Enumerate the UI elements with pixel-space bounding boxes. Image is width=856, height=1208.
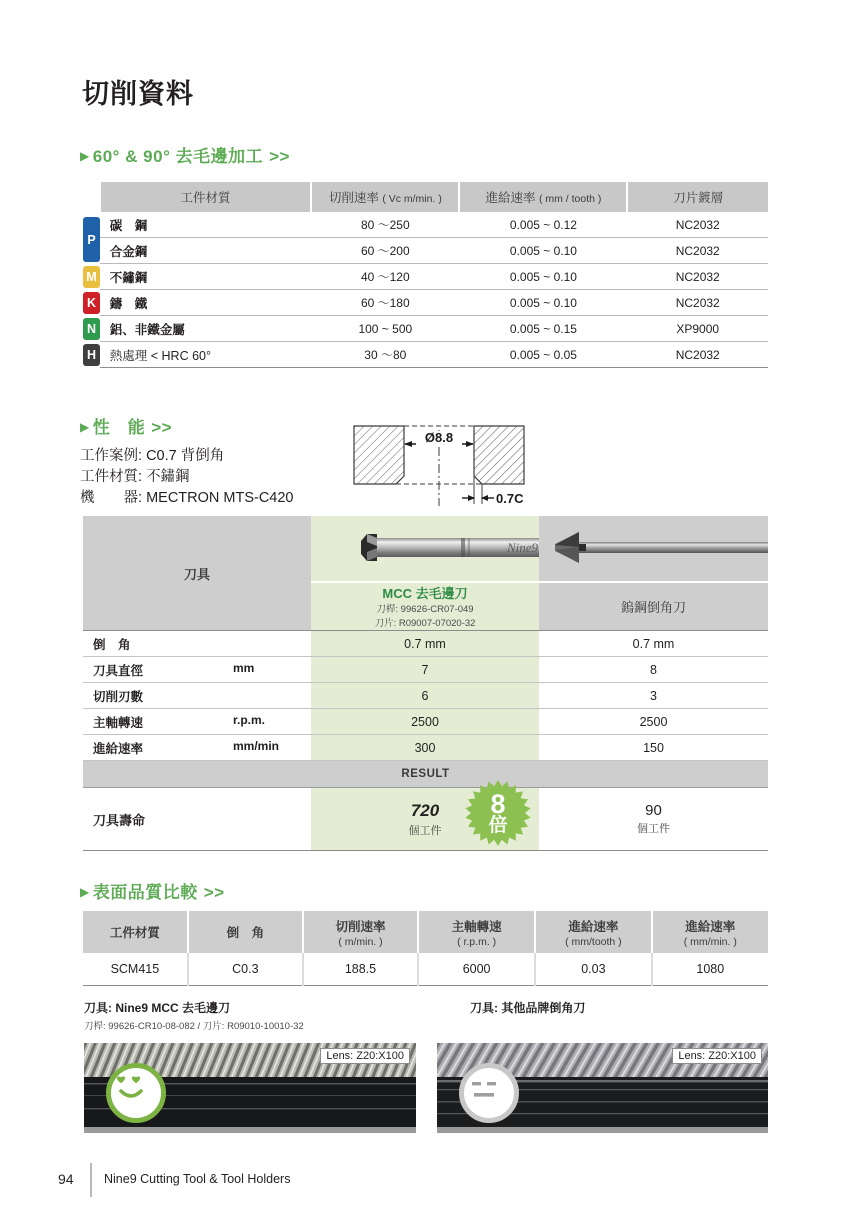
- lens-label: Lens: Z20:X100: [320, 1048, 410, 1064]
- tool-comparison-table: [83, 516, 768, 851]
- section-heading-performance-text: 性 能: [92, 418, 146, 437]
- cell-chamfer: C0.3: [188, 953, 303, 986]
- column-header-feed-per-minute: 進給速率 ( mm/min. ): [652, 911, 768, 953]
- cell-mcc-flute-count: 6: [311, 683, 539, 709]
- info-line-machine: 機 器: MECTRON MTS-C420: [80, 490, 294, 506]
- iso-chip-m: M: [83, 266, 100, 288]
- iso-chip-k: K: [83, 292, 100, 314]
- iso-chip-n-cell: [83, 316, 100, 342]
- mcc-tool-life-unit: 個工件: [408, 824, 442, 837]
- cell-material: 碳 鋼: [100, 212, 311, 238]
- competitor-tool-photo: [539, 516, 768, 582]
- section-heading-surface-text: 表面品質比較: [92, 883, 198, 902]
- drawing-diameter-label: Ø8.8: [424, 430, 454, 445]
- cell-material: SCM415: [83, 953, 188, 986]
- cell-cutting-speed: 60 ～180: [311, 290, 459, 316]
- iso-chip-h: H: [83, 344, 100, 366]
- cell-coating: NC2032: [627, 264, 768, 290]
- table-row: [83, 709, 768, 735]
- cell-coating: NC2032: [627, 342, 768, 368]
- surface-photo-nine9: [84, 1043, 416, 1133]
- cell-material: 鋁、非鐵金屬: [100, 316, 311, 342]
- cell-feed-rate: 0.005 ~ 0.10: [459, 238, 627, 264]
- cell-feed-rate: 0.005 ~ 0.10: [459, 290, 627, 316]
- info-line-material: 工件材質: 不鏽鋼: [80, 469, 190, 485]
- competitor-tool-name-cell: [539, 582, 768, 631]
- mcc-holder-part: 刀桿: 99626-CR07-049: [376, 604, 474, 615]
- right-photo-caption: [470, 999, 585, 1016]
- page-number: 94: [58, 1171, 74, 1187]
- page-title: 切削資料: [82, 79, 194, 109]
- cell-cutting-speed: 40 ～120: [311, 264, 459, 290]
- iso-chip-p: P: [83, 217, 100, 262]
- table-row: [83, 212, 768, 238]
- cell-cutting-speed: 80 ～250: [311, 212, 459, 238]
- cell-material: 不鏽鋼: [100, 264, 311, 290]
- cell-spindle-speed: 6000: [418, 953, 535, 986]
- mcc-tool-life-value: 720: [410, 800, 440, 820]
- cell-cutting-speed: 30 ～80: [311, 342, 459, 368]
- left-photo-tool-name: 刀具: Nine9 MCC 去毛邊刀: [84, 1001, 231, 1015]
- section-heading-surface: [80, 878, 225, 903]
- cell-other-feed-rate: 150: [539, 735, 768, 761]
- iso-chip-k-cell: [83, 290, 100, 316]
- chamfer-cross-section-drawing: [348, 408, 538, 514]
- table-header-row: [83, 911, 768, 953]
- column-header-cutting-speed: 切削速率 ( Vc m/min. ): [311, 182, 459, 212]
- column-header-material: 工件材質: [83, 911, 188, 953]
- table-row: [83, 953, 768, 986]
- row-label-feed-rate: 進給速率 mm/min: [83, 735, 311, 761]
- section-heading-deburring-text: 60° & 90° 去毛邊加工: [92, 147, 264, 166]
- row-label-flute-count: 切削刃數: [83, 683, 311, 709]
- drawing-chamfer-label: 0.7C: [496, 491, 524, 506]
- iso-color-header: [83, 182, 100, 212]
- cell-mcc-feed-rate: 300: [311, 735, 539, 761]
- cell-material: 合金鋼: [100, 238, 311, 264]
- triangle-bullet-icon: ▶: [80, 149, 90, 163]
- table-row: [83, 683, 768, 709]
- section-heading-surface-arrows: >>: [203, 883, 225, 902]
- other-tool-life-value: 90: [645, 802, 662, 819]
- table-row: [83, 290, 768, 316]
- cell-feed-rate: 0.005 ~ 0.12: [459, 212, 627, 238]
- cell-feed-rate: 0.005 ~ 0.05: [459, 342, 627, 368]
- performance-info-block: [80, 446, 294, 509]
- mcc-tool-name: MCC 去毛邊刀: [382, 586, 468, 601]
- page-footer: [48, 1163, 808, 1197]
- left-photo-caption: [84, 999, 304, 1032]
- row-label-spindle-speed: 主軸轉速 r.p.m.: [83, 709, 311, 735]
- cell-mcc-chamfer: 0.7 mm: [311, 631, 539, 657]
- section-heading-deburring-arrows: >>: [269, 147, 290, 166]
- row-label-chamfer: 倒 角: [83, 631, 311, 657]
- cell-coating: NC2032: [627, 238, 768, 264]
- column-header-chamfer: 倒 角: [188, 911, 303, 953]
- photo-base-strip: [84, 1127, 416, 1133]
- cell-feed-per-minute: 1080: [652, 953, 768, 986]
- column-header-spindle-speed: 主軸轉速 ( r.p.m. ): [418, 911, 535, 953]
- cell-coating: NC2032: [627, 212, 768, 238]
- cell-mcc-spindle-speed: 2500: [311, 709, 539, 735]
- footer-divider: [90, 1163, 92, 1197]
- table-row: [83, 735, 768, 761]
- row-label-tool-diameter: 刀具直徑 mm: [83, 657, 311, 683]
- result-bar-row: [83, 761, 768, 788]
- column-header-cutting-speed: 切削速率 ( m/min. ): [303, 911, 418, 953]
- iso-chip-m-cell: [83, 264, 100, 290]
- column-header-feed-rate: 進給速率 ( mm / tooth ): [459, 182, 627, 212]
- cutting-data-table: [83, 182, 768, 368]
- footer-title: Nine9 Cutting Tool & Tool Holders: [104, 1172, 291, 1186]
- neutral-face-icon: [459, 1063, 519, 1123]
- smiley-face-icon: [106, 1063, 166, 1123]
- mcc-tool-name-cell: [311, 582, 539, 631]
- svg-text:Nine9: Nine9: [507, 540, 539, 555]
- column-header-coating: 刀片鍍層: [627, 182, 768, 212]
- surface-photo-competitor: [437, 1043, 768, 1133]
- tool-row-label: 刀具: [83, 516, 311, 631]
- table-row: [83, 316, 768, 342]
- cell-feed-rate: 0.005 ~ 0.15: [459, 316, 627, 342]
- other-tool-life-unit: 個工件: [637, 823, 670, 835]
- cell-mcc-tool-diameter: 7: [311, 657, 539, 683]
- table-row: [83, 657, 768, 683]
- cell-other-chamfer: 0.7 mm: [539, 631, 768, 657]
- row-label-tool-life: 刀具壽命: [83, 788, 311, 851]
- cell-feed-per-tooth: 0.03: [535, 953, 651, 986]
- iso-chip-p-cell: [83, 212, 100, 264]
- cell-material: 鑄 鐵: [100, 290, 311, 316]
- cell-other-flute-count: 3: [539, 683, 768, 709]
- competitor-tool-name: 鎢鋼倒角刀: [620, 600, 686, 615]
- iso-chip-n: N: [83, 318, 100, 340]
- cell-cutting-speed: 100 ~ 500: [311, 316, 459, 342]
- section-heading-deburring: [80, 142, 290, 167]
- table-row: [83, 631, 768, 657]
- section-heading-performance: [80, 413, 172, 438]
- cell-coating: NC2032: [627, 290, 768, 316]
- triangle-bullet-icon: ▶: [80, 420, 90, 434]
- tool-image-row: [83, 516, 768, 582]
- mcc-tool-photo: [311, 516, 539, 582]
- section-heading-performance-arrows: >>: [151, 418, 173, 437]
- table-header-row: [83, 182, 768, 212]
- table-row: [83, 342, 768, 368]
- surface-quality-table: [83, 911, 768, 986]
- cell-material: 熱處理 < HRC 60°: [100, 342, 311, 368]
- cell-cutting-speed: 60 ～200: [311, 238, 459, 264]
- table-row: [83, 238, 768, 264]
- photo-base-strip: [437, 1127, 768, 1133]
- right-photo-tool-name: 刀具: 其他品牌倒角刀: [470, 1001, 586, 1015]
- cell-cutting-speed: 188.5: [303, 953, 418, 986]
- cell-feed-rate: 0.005 ~ 0.10: [459, 264, 627, 290]
- cell-other-tool-diameter: 8: [539, 657, 768, 683]
- info-line-case: 工作案例: C0.7 背倒角: [80, 448, 225, 464]
- triangle-bullet-icon: ▶: [80, 885, 90, 899]
- column-header-feed-per-tooth: 進給速率 ( mm/tooth ): [535, 911, 651, 953]
- lens-label: Lens: Z20:X100: [672, 1048, 762, 1064]
- tool-life-row: [83, 788, 768, 851]
- cell-other-spindle-speed: 2500: [539, 709, 768, 735]
- result-bar-label: RESULT: [83, 761, 768, 788]
- badge-unit: 倍: [488, 814, 508, 836]
- badge-number: 8: [490, 788, 506, 819]
- left-photo-part-numbers: 刀桿: 99626-CR10-08-082 / 刀片: R09010-10010-32: [84, 1021, 304, 1032]
- cell-other-tool-life: [539, 788, 768, 851]
- cell-coating: XP9000: [627, 316, 768, 342]
- column-header-material: 工件材質: [100, 182, 311, 212]
- mcc-insert-part: 刀片: R09007-07020-32: [374, 618, 476, 629]
- improvement-multiplier-badge: [465, 780, 531, 846]
- iso-chip-h-cell: [83, 342, 100, 368]
- table-row: [83, 264, 768, 290]
